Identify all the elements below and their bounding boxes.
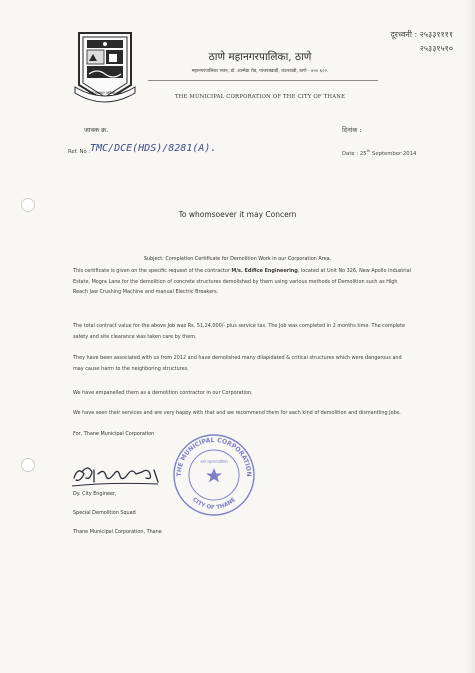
punch-hole-bottom <box>21 458 35 472</box>
date-suffix: th <box>366 149 371 153</box>
subject-line: Subject: Completion Certificate for Demolition Work in our Corporation Area. <box>143 256 332 262</box>
date-label: Date : <box>342 150 359 157</box>
signatory-organisation: Thane Municipal Corporation, Thane <box>73 529 162 535</box>
municipal-stamp-seal <box>171 432 257 518</box>
outward-number-label: जावक क्र. <box>84 126 109 134</box>
svg-text:CITY OF THANE: CITY OF THANE <box>191 496 237 512</box>
signatory-department: Special Demolition Squad <box>73 510 136 516</box>
ref-label: Ref. No : <box>68 149 91 155</box>
p1-text-a: This certificate is given on the specific request of the contractor <box>73 268 232 274</box>
paragraph-recommendation: We have seen their services and are very happy with that and we recommend them for each kind of demolition and dismantling Jobs. <box>73 410 401 416</box>
header-divider <box>148 80 378 81</box>
date-line <box>342 149 416 157</box>
page-edge-shadow <box>465 0 475 673</box>
org-name-english: THE MUNICIPAL CORPORATION OF THE CITY OF THANE <box>174 94 346 100</box>
date-month-year: September 2014 <box>371 150 417 157</box>
svg-text:THE MUNICIPAL CORPORATION: THE MUNICIPAL CORPORATION <box>175 436 253 477</box>
phone-label: दूरध्वनी : <box>390 30 418 39</box>
paragraph-association: They have been associated with us from 2012 and have demolished many dilapidated & critical structures which were dangerous and may cause harm to the neighboring structures. <box>73 355 402 372</box>
paragraph-contract-value: The total contract value for the above Job was Rs. 51,24,000/- plus service tax. The Job was completed in 2 months time. The complete safety and site clearance was taken care by them. <box>73 323 405 340</box>
phone-number-2: २५३३१५१० <box>419 44 453 53</box>
thane-emblem-logo <box>73 27 137 105</box>
signatory-designation: Dy. City Engineer, <box>73 491 117 497</box>
for-line: For, Thane Municipal Corporation <box>73 431 155 437</box>
contractor-name: M/s. Edifice Engineering <box>231 268 298 274</box>
paragraph-request <box>73 266 413 298</box>
org-address-marathi: महानगरपालिका भवन, डॉ. अल्मेडा रोड, पाचपाखाडी, चंदनवाडी, ठाणे - ४०० ६०२. <box>191 69 329 74</box>
paragraph-empanelled: We have empanelled them as a demolition contractor in our Corporation. <box>73 390 253 396</box>
ref-number-handwritten: TMC/DCE(HDS)/8281(A). <box>90 143 217 154</box>
p1-text-c: , located at Unit No 326, New Apollo Industrial Estate, Mogra Lane for the demolition of concrete structures demolished by them using various methods of Demolition such as High Reach Jaw Crushing Machine and manual Electric Breakers. <box>73 268 411 295</box>
svg-text:ठाणे महानगर पालिका ठाणे: ठाणे महानगर पालिका ठाणे <box>88 91 122 95</box>
org-name-marathi: ठाणे महानगरपालिका, ठाणे <box>208 51 312 63</box>
dinank-label: दिनांक : <box>342 126 362 134</box>
phone-numbers <box>390 28 453 56</box>
svg-text:ठाणे महानगरपालिका: ठाणे महानगरपालिका <box>200 460 228 464</box>
signature-graphic <box>70 460 165 494</box>
phone-number-1: २५३३११११ <box>419 30 453 39</box>
date-day: 25 <box>359 150 367 157</box>
letter-title: To whomsoever it may Concern <box>178 210 297 219</box>
